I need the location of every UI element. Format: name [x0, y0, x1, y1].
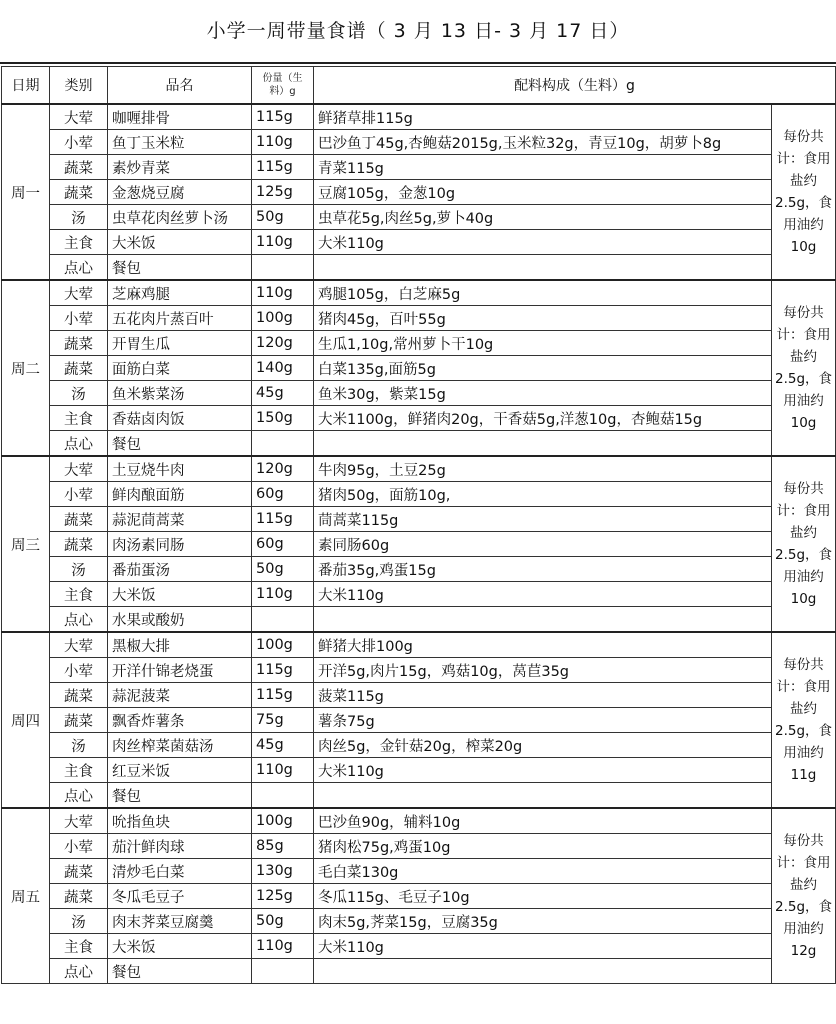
dish-cell: 清炒毛白菜	[108, 859, 252, 884]
header-portion: 份量（生料）g	[252, 67, 314, 105]
category-cell: 大荤	[50, 280, 108, 306]
category-cell: 主食	[50, 934, 108, 959]
header-dish: 品名	[108, 67, 252, 105]
weekly-menu-table	[1, 66, 836, 984]
ingredients-cell: 鸡腿105g，白芝麻5g	[314, 280, 772, 306]
portion-cell: 115g	[252, 104, 314, 130]
table-row	[2, 230, 836, 255]
table-row	[2, 708, 836, 733]
category-cell: 大荤	[50, 104, 108, 130]
portion-cell: 75g	[252, 708, 314, 733]
portion-cell	[252, 959, 314, 984]
daily-nutrition-note: 每份共计：食用盐约2.5g，食用油约12g	[772, 808, 836, 984]
table-row	[2, 658, 836, 683]
dish-cell: 土豆烧牛肉	[108, 456, 252, 482]
dish-cell: 咖喱排骨	[108, 104, 252, 130]
page-title: 小学一周带量食谱（ 3 月 13 日- 3 月 17 日）	[206, 20, 630, 42]
table-row	[2, 683, 836, 708]
category-cell: 小荤	[50, 658, 108, 683]
day-label: 周一	[2, 104, 50, 280]
dish-cell: 开洋什锦老烧蛋	[108, 658, 252, 683]
table-row	[2, 934, 836, 959]
ingredients-cell: 青菜115g	[314, 155, 772, 180]
table-row	[2, 808, 836, 834]
dish-cell: 素炒青菜	[108, 155, 252, 180]
table-row	[2, 205, 836, 230]
portion-cell: 115g	[252, 507, 314, 532]
portion-cell: 50g	[252, 557, 314, 582]
dish-cell: 茄汁鲜肉球	[108, 834, 252, 859]
dish-cell: 大米饭	[108, 934, 252, 959]
portion-cell: 140g	[252, 356, 314, 381]
category-cell: 蔬菜	[50, 331, 108, 356]
ingredients-cell: 番茄35g,鸡蛋15g	[314, 557, 772, 582]
portion-cell: 85g	[252, 834, 314, 859]
dish-cell: 飘香炸薯条	[108, 708, 252, 733]
dish-cell: 冬瓜毛豆子	[108, 884, 252, 909]
table-row	[2, 557, 836, 582]
category-cell: 蔬菜	[50, 884, 108, 909]
ingredients-cell: 鲜猪草排115g	[314, 104, 772, 130]
portion-cell: 45g	[252, 381, 314, 406]
ingredients-cell: 鱼米30g，紫菜15g	[314, 381, 772, 406]
category-cell: 蔬菜	[50, 708, 108, 733]
portion-cell: 45g	[252, 733, 314, 758]
category-cell: 小荤	[50, 834, 108, 859]
category-cell: 蔬菜	[50, 683, 108, 708]
header-category: 类别	[50, 67, 108, 105]
portion-cell	[252, 607, 314, 633]
ingredients-cell	[314, 783, 772, 809]
dish-cell: 金葱烧豆腐	[108, 180, 252, 205]
daily-nutrition-note: 每份共计：食用盐约2.5g，食用油约10g	[772, 456, 836, 632]
ingredients-cell: 白菜135g,面筋5g	[314, 356, 772, 381]
table-row	[2, 582, 836, 607]
dish-cell: 鱼丁玉米粒	[108, 130, 252, 155]
category-cell: 蔬菜	[50, 180, 108, 205]
category-cell: 大荤	[50, 808, 108, 834]
dish-cell: 香菇卤肉饭	[108, 406, 252, 431]
table-row	[2, 834, 836, 859]
portion-cell: 110g	[252, 130, 314, 155]
ingredients-cell: 毛白菜130g	[314, 859, 772, 884]
daily-nutrition-note: 每份共计：食用盐约2.5g，食用油约10g	[772, 104, 836, 280]
table-row	[2, 859, 836, 884]
category-cell: 大荤	[50, 632, 108, 658]
ingredients-cell: 猪肉50g，面筋10g,	[314, 482, 772, 507]
table-row	[2, 456, 836, 482]
dish-cell: 芝麻鸡腿	[108, 280, 252, 306]
ingredients-cell: 大米110g	[314, 758, 772, 783]
portion-cell: 120g	[252, 331, 314, 356]
category-cell: 蔬菜	[50, 155, 108, 180]
dish-cell: 蒜泥茼蒿菜	[108, 507, 252, 532]
title-divider	[0, 62, 836, 64]
menu-body	[2, 104, 836, 984]
portion-cell: 110g	[252, 230, 314, 255]
portion-cell: 115g	[252, 155, 314, 180]
table-row	[2, 758, 836, 783]
portion-cell: 50g	[252, 909, 314, 934]
portion-cell: 110g	[252, 280, 314, 306]
table-row	[2, 532, 836, 557]
ingredients-cell: 猪肉松75g,鸡蛋10g	[314, 834, 772, 859]
category-cell: 蔬菜	[50, 507, 108, 532]
portion-cell: 120g	[252, 456, 314, 482]
ingredients-cell: 大米1100g，鲜猪肉20g，干香菇5g,洋葱10g，杏鲍菇15g	[314, 406, 772, 431]
table-row	[2, 104, 836, 130]
dish-cell: 番茄蛋汤	[108, 557, 252, 582]
table-row	[2, 280, 836, 306]
portion-cell: 50g	[252, 205, 314, 230]
table-row	[2, 632, 836, 658]
category-cell: 点心	[50, 607, 108, 633]
category-cell: 大荤	[50, 456, 108, 482]
ingredients-cell: 茼蒿菜115g	[314, 507, 772, 532]
ingredients-cell: 开洋5g,肉片15g，鸡菇10g，莴苣35g	[314, 658, 772, 683]
dish-cell: 蒜泥菠菜	[108, 683, 252, 708]
table-row	[2, 431, 836, 457]
daily-nutrition-note: 每份共计：食用盐约2.5g，食用油约10g	[772, 280, 836, 456]
table-row	[2, 406, 836, 431]
category-cell: 点心	[50, 959, 108, 984]
dish-cell: 水果或酸奶	[108, 607, 252, 633]
portion-cell: 125g	[252, 884, 314, 909]
ingredients-cell: 肉丝5g，金针菇20g，榨菜20g	[314, 733, 772, 758]
portion-cell: 130g	[252, 859, 314, 884]
portion-cell: 100g	[252, 306, 314, 331]
category-cell: 小荤	[50, 306, 108, 331]
table-row	[2, 331, 836, 356]
ingredients-cell	[314, 959, 772, 984]
table-row	[2, 255, 836, 281]
table-row	[2, 507, 836, 532]
ingredients-cell	[314, 255, 772, 281]
category-cell: 点心	[50, 255, 108, 281]
dish-cell: 餐包	[108, 431, 252, 457]
category-cell: 点心	[50, 783, 108, 809]
ingredients-cell: 猪肉45g，百叶55g	[314, 306, 772, 331]
category-cell: 蔬菜	[50, 532, 108, 557]
header-row	[2, 67, 836, 105]
day-label: 周三	[2, 456, 50, 632]
ingredients-cell: 生瓜1,10g,常州萝卜干10g	[314, 331, 772, 356]
ingredients-cell: 巴沙鱼丁45g,杏鲍菇2015g,玉米粒32g，青豆10g，胡萝卜8g	[314, 130, 772, 155]
portion-cell: 60g	[252, 532, 314, 557]
dish-cell: 肉末荠菜豆腐羹	[108, 909, 252, 934]
ingredients-cell: 素同肠60g	[314, 532, 772, 557]
dish-cell: 大米饭	[108, 230, 252, 255]
dish-cell: 餐包	[108, 783, 252, 809]
dish-cell: 开胃生瓜	[108, 331, 252, 356]
table-row	[2, 607, 836, 633]
portion-cell: 60g	[252, 482, 314, 507]
portion-cell: 115g	[252, 658, 314, 683]
day-label: 周二	[2, 280, 50, 456]
portion-cell: 110g	[252, 934, 314, 959]
table-row	[2, 381, 836, 406]
ingredients-cell	[314, 607, 772, 633]
category-cell: 蔬菜	[50, 356, 108, 381]
category-cell: 主食	[50, 582, 108, 607]
dish-cell: 肉汤素同肠	[108, 532, 252, 557]
ingredients-cell: 巴沙鱼90g，辅料10g	[314, 808, 772, 834]
ingredients-cell: 大米110g	[314, 582, 772, 607]
category-cell: 汤	[50, 205, 108, 230]
ingredients-cell: 虫草花5g,肉丝5g,萝卜40g	[314, 205, 772, 230]
portion-cell: 150g	[252, 406, 314, 431]
table-row	[2, 306, 836, 331]
day-label: 周五	[2, 808, 50, 984]
portion-cell: 100g	[252, 632, 314, 658]
dish-cell: 吮指鱼块	[108, 808, 252, 834]
category-cell: 主食	[50, 758, 108, 783]
table-row	[2, 130, 836, 155]
dish-cell: 餐包	[108, 959, 252, 984]
category-cell: 汤	[50, 381, 108, 406]
day-label: 周四	[2, 632, 50, 808]
category-cell: 主食	[50, 230, 108, 255]
category-cell: 点心	[50, 431, 108, 457]
portion-cell: 110g	[252, 758, 314, 783]
category-cell: 汤	[50, 557, 108, 582]
portion-cell	[252, 431, 314, 457]
table-row	[2, 356, 836, 381]
portion-cell: 125g	[252, 180, 314, 205]
portion-cell	[252, 783, 314, 809]
ingredients-cell: 鲜猪大排100g	[314, 632, 772, 658]
ingredients-cell: 肉末5g,荠菜15g，豆腐35g	[314, 909, 772, 934]
portion-cell: 115g	[252, 683, 314, 708]
portion-cell: 110g	[252, 582, 314, 607]
category-cell: 主食	[50, 406, 108, 431]
header-ingredients: 配料构成（生料）g	[314, 67, 836, 105]
dish-cell: 肉丝榨菜菌菇汤	[108, 733, 252, 758]
dish-cell: 大米饭	[108, 582, 252, 607]
dish-cell: 鱼米紫菜汤	[108, 381, 252, 406]
ingredients-cell: 菠菜115g	[314, 683, 772, 708]
table-row	[2, 783, 836, 809]
daily-nutrition-note: 每份共计：食用盐约2.5g，食用油约11g	[772, 632, 836, 808]
dish-cell: 红豆米饭	[108, 758, 252, 783]
dish-cell: 面筋白菜	[108, 356, 252, 381]
ingredients-cell: 大米110g	[314, 230, 772, 255]
dish-cell: 黑椒大排	[108, 632, 252, 658]
ingredients-cell: 牛肉95g，土豆25g	[314, 456, 772, 482]
table-row	[2, 884, 836, 909]
table-row	[2, 733, 836, 758]
dish-cell: 虫草花肉丝萝卜汤	[108, 205, 252, 230]
ingredients-cell: 薯条75g	[314, 708, 772, 733]
portion-cell	[252, 255, 314, 281]
table-row	[2, 909, 836, 934]
ingredients-cell: 大米110g	[314, 934, 772, 959]
table-row	[2, 482, 836, 507]
category-cell: 汤	[50, 733, 108, 758]
header-date: 日期	[2, 67, 50, 105]
dish-cell: 餐包	[108, 255, 252, 281]
ingredients-cell: 冬瓜115g、毛豆子10g	[314, 884, 772, 909]
table-row	[2, 180, 836, 205]
category-cell: 小荤	[50, 482, 108, 507]
category-cell: 小荤	[50, 130, 108, 155]
ingredients-cell: 豆腐105g，金葱10g	[314, 180, 772, 205]
dish-cell: 五花肉片蒸百叶	[108, 306, 252, 331]
table-row	[2, 155, 836, 180]
ingredients-cell	[314, 431, 772, 457]
dish-cell: 鲜肉酿面筋	[108, 482, 252, 507]
category-cell: 汤	[50, 909, 108, 934]
category-cell: 蔬菜	[50, 859, 108, 884]
table-row	[2, 959, 836, 984]
portion-cell: 100g	[252, 808, 314, 834]
